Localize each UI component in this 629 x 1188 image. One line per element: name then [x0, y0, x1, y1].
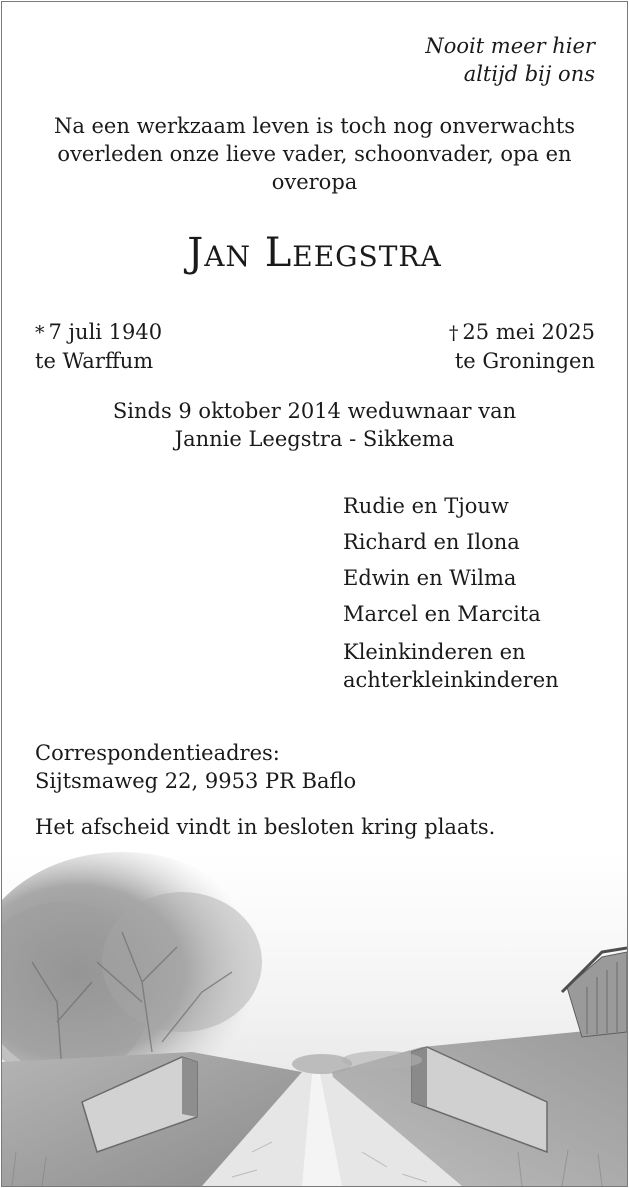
- death-info: [449, 318, 595, 375]
- grandchildren: [343, 638, 603, 694]
- motto-line-1: Nooit meer hier: [425, 34, 595, 58]
- widower-line-2: Jannie Leegstra - Sikkema: [174, 427, 455, 451]
- death-place: te Groningen: [454, 349, 595, 373]
- deceased-name: Jan Leegstra: [187, 230, 442, 276]
- birth-star-icon: *: [35, 322, 45, 344]
- family-child: Edwin en Wilma: [343, 566, 517, 590]
- correspondence-address: [35, 739, 356, 795]
- intro-text: [22, 112, 607, 196]
- family-child: Marcel en Marcita: [343, 602, 541, 626]
- family-child: Rudie en Tjouw: [343, 494, 509, 518]
- widower-line-1: Sinds 9 oktober 2014 weduwnaar van: [112, 399, 517, 423]
- intro-line-3: overopa: [271, 170, 358, 194]
- grandchildren-line-1: Kleinkinderen en: [343, 640, 526, 664]
- intro-line-1: Na een werkzaam leven is toch nog onverwachts: [53, 114, 576, 138]
- birth-place: te Warffum: [35, 349, 154, 373]
- landscape-road-photo-icon: [2, 852, 627, 1186]
- farewell-text: Het afscheid vindt in besloten kring plaats.: [35, 815, 496, 839]
- widower-text: [2, 397, 627, 453]
- motto-line-2: altijd bij ons: [463, 62, 595, 86]
- family-list: [343, 492, 603, 694]
- death-date: 25 mei 2025: [462, 320, 595, 344]
- death-cross-icon: †: [448, 322, 459, 344]
- correspondence-address-line: Sijtsmaweg 22, 9953 PR Baflo: [35, 769, 357, 793]
- birth-date: 7 juli 1940: [48, 320, 163, 344]
- motto: [425, 32, 595, 88]
- grandchildren-line-2: achterkleinkinderen: [343, 668, 559, 692]
- death-notice: [1, 1, 628, 1187]
- birth-info: [35, 318, 162, 375]
- intro-line-2: overleden onze lieve vader, schoonvader, opa en: [57, 142, 572, 166]
- correspondence-label: Correspondentieadres:: [35, 741, 280, 765]
- family-child: Richard en Ilona: [343, 530, 520, 554]
